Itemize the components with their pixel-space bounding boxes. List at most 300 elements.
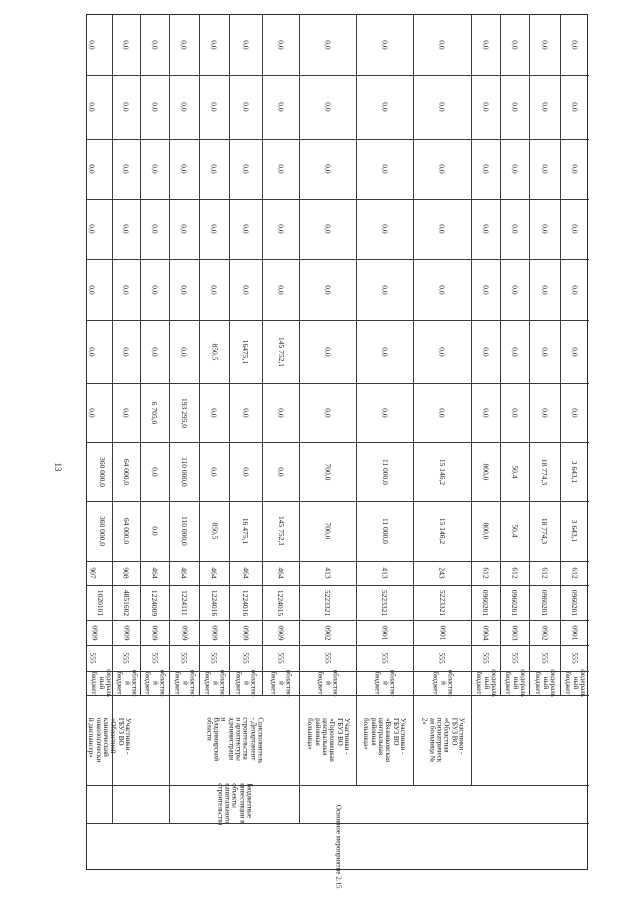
table-rule-horizontal xyxy=(87,442,589,443)
table-cell-value-v3-text: 0,0 xyxy=(323,407,333,418)
table-cell-value-v5-text: 0,0 xyxy=(380,284,390,295)
table-cell-value-v5 xyxy=(169,259,199,320)
table-cell-value-csr xyxy=(356,585,413,620)
table-cell-value-rz-text: 0901 xyxy=(380,625,390,640)
table-cell-value-v8 xyxy=(229,75,262,139)
table-cell-executor-text: Участники - ГБУЗ ВО «Гороховецкая центральная районная больница» xyxy=(305,718,351,762)
table-cell-value-v1 xyxy=(229,501,262,561)
table-cell-value-v8-text: 0,0 xyxy=(570,102,580,112)
table-rule-vertical xyxy=(500,15,501,695)
table-rule-horizontal xyxy=(87,75,589,76)
table-cell-source-source xyxy=(140,671,169,695)
table-cell-value-v6 xyxy=(500,199,529,259)
table-cell-value-csr xyxy=(560,585,589,620)
table-cell-value-vr xyxy=(112,561,140,585)
table-cell-value-v5 xyxy=(140,259,169,320)
table-cell-source-source-text: областно й бюджет xyxy=(234,669,258,697)
table-cell-value-v7 xyxy=(169,139,199,199)
table-cell-value-csr-text: 1224111 xyxy=(179,589,189,616)
table-cell-value-v8 xyxy=(413,75,471,139)
table-cell-value-rz xyxy=(529,620,560,645)
table-cell-value-v9 xyxy=(199,15,229,75)
table-cell-value-vr-text: 612 xyxy=(570,567,580,579)
table-cell-value-v8-text: 0,0 xyxy=(121,102,131,112)
table-cell-value-v3-text: 0,0 xyxy=(437,407,447,418)
table-cell-source-source xyxy=(471,671,500,695)
table-cell-value-csr-text: 1224009 xyxy=(150,589,160,616)
table-cell-value-v5 xyxy=(500,259,529,320)
table-cell-value-v3-text: 0,0 xyxy=(570,407,580,418)
table-rule-vertical xyxy=(229,15,230,695)
table-cell-value-v5-text: 0,0 xyxy=(570,284,580,295)
table-cell-value-v3 xyxy=(112,383,140,442)
table-cell-value-rz xyxy=(169,620,199,645)
table-cell-value-csr-text: 5223321 xyxy=(437,589,447,616)
table-cell-value-v9-text: 0,0 xyxy=(276,40,286,50)
table-cell-value-v2-text: 11 000,0 xyxy=(380,458,390,485)
table-cell-value-v2-text: 110 000,0 xyxy=(179,456,189,487)
table-cell-value-v7 xyxy=(413,139,471,199)
table-cell-value-rz-text: 0902 xyxy=(540,625,550,640)
table-cell-value-v6-text: 0,0 xyxy=(510,224,520,234)
table-section-label-text: Основное мероприятие 2.15 xyxy=(334,805,343,889)
table-cell-executor xyxy=(299,695,356,785)
table-cell-value-v4-text: 0,0 xyxy=(570,346,580,357)
table-rule-horizontal xyxy=(87,259,589,260)
table-cell-value-grbs-text: 555 xyxy=(179,652,189,664)
table-cell-value-v8-text: 0,0 xyxy=(540,102,550,112)
table-cell-value-rz xyxy=(299,620,356,645)
table-cell-value-csr-text: 0960201 xyxy=(481,589,491,616)
table-cell-value-grbs-text: 555 xyxy=(540,652,550,664)
table-cell-value-vr-text: 464 xyxy=(276,567,286,579)
table-cell-value-v2-text: 800,0 xyxy=(481,463,491,480)
table-cell-value-v3-text: 0,0 xyxy=(380,407,390,418)
table-cell-value-csr xyxy=(140,585,169,620)
table-cell-value-v4-text: 0,0 xyxy=(510,346,520,357)
table-cell-value-rz xyxy=(112,620,140,645)
table-cell-value-vr-text: 612 xyxy=(510,567,520,579)
table-cell-value-v9 xyxy=(299,15,356,75)
table-cell-value-vr xyxy=(471,561,500,585)
table-cell-value-v1-text: 360 000,0 xyxy=(97,516,107,546)
table-rule-horizontal xyxy=(87,383,589,384)
table-cell-value-rz-text: 0909 xyxy=(276,625,286,640)
table-cell-value-csr xyxy=(169,585,199,620)
table-cell-value-v6-text: 0,0 xyxy=(179,224,189,234)
table-cell-value-v8 xyxy=(169,75,199,139)
table-cell-value-v4 xyxy=(199,320,229,383)
table-rule-horizontal xyxy=(87,671,589,672)
table-cell-value-v9 xyxy=(112,15,140,75)
table-cell-value-csr xyxy=(112,585,140,620)
table-cell-value-v7-text: 0,0 xyxy=(179,164,189,174)
table-rule-horizontal xyxy=(87,785,589,786)
table-cell-value-v5-text: 0,0 xyxy=(437,284,447,295)
table-cell-value-v5-text: 0,0 xyxy=(510,284,520,295)
table-cell-value-v8 xyxy=(199,75,229,139)
table-cell-value-rz xyxy=(199,620,229,645)
table-cell-value-v9 xyxy=(471,15,500,75)
table-rule-horizontal xyxy=(87,501,589,502)
table-cell-value-v7 xyxy=(500,139,529,199)
table-cell-value-grbs-text: 555 xyxy=(481,652,491,664)
table-cell-value-v3 xyxy=(356,383,413,442)
table-cell-value-rz-text: 0901 xyxy=(570,625,580,640)
table-cell-value-v9-text: 0,0 xyxy=(87,40,97,50)
table-cell-value-csr-text: 1224016 xyxy=(241,589,251,616)
table-cell-value-v2 xyxy=(299,442,356,501)
table-cell-value-v5-text: 0,0 xyxy=(276,284,286,295)
table-cell-value-rz-text: 0909 xyxy=(241,625,251,640)
table-cell-value-v6-text: 0,0 xyxy=(121,224,131,234)
table-cell-value-csr xyxy=(229,585,262,620)
table-cell-value-csr-text: 4851602 xyxy=(121,589,131,616)
table-cell-value-v8 xyxy=(299,75,356,139)
table-cell-value-v2 xyxy=(500,442,529,501)
table-cell-value-v2-text: 3 643,1 xyxy=(570,460,580,483)
table-cell-value-v3-text: 0,0 xyxy=(121,407,131,418)
table-cell-value-v1-text: 0,0 xyxy=(150,526,160,536)
table-cell-value-rz xyxy=(471,620,500,645)
table-cell-value-v5 xyxy=(529,259,560,320)
table-cell-value-v5 xyxy=(262,259,299,320)
table-cell-value-v5-text: 0,0 xyxy=(179,284,189,295)
table-cell-value-v6 xyxy=(560,199,589,259)
table-cell-value-v1-text: 800,0 xyxy=(481,522,491,540)
table-cell-value-vr xyxy=(413,561,471,585)
table-cell-value-v4 xyxy=(87,320,96,383)
table-cell-value-v8-text: 0,0 xyxy=(179,102,189,112)
table-rule-vertical xyxy=(299,15,300,785)
table-cell-source-source xyxy=(356,671,413,695)
table-cell-value-v9 xyxy=(529,15,560,75)
table-cell-source-source-text: областно й бюджет xyxy=(173,669,197,697)
table-cell-value-v5 xyxy=(199,259,229,320)
table-cell-value-grbs xyxy=(87,645,98,671)
table-cell-value-csr xyxy=(87,585,113,620)
table-cell-value-vr xyxy=(299,561,356,585)
table-cell-source-source-text: федераль ный бюджет xyxy=(563,669,587,697)
table-cell-value-v3 xyxy=(413,383,471,442)
table-cell-value-v8 xyxy=(87,75,96,139)
table-cell-source-source-text: федераль ный бюджет xyxy=(474,669,498,697)
table-cell-value-v7-text: 0,0 xyxy=(540,164,550,174)
table-cell-value-v2-text: 64 000,0 xyxy=(121,458,131,485)
table-cell-value-v4 xyxy=(299,320,356,383)
table-cell-value-v7 xyxy=(112,139,140,199)
table-cell-value-v6 xyxy=(413,199,471,259)
table-cell-value-v6 xyxy=(140,199,169,259)
table-cell-value-vr xyxy=(560,561,589,585)
table-cell-value-v9-text: 0,0 xyxy=(510,40,520,50)
table-cell-value-v5 xyxy=(560,259,589,320)
table-cell-value-v6-text: 0,0 xyxy=(481,224,491,234)
table-cell-value-v8-text: 0,0 xyxy=(87,102,97,112)
table-cell-source-source xyxy=(413,671,471,695)
table-rule-vertical xyxy=(169,785,170,823)
table-rule-vertical xyxy=(140,15,141,695)
table-cell-value-v9-text: 0,0 xyxy=(437,40,447,50)
table-cell-value-v1-text: 18 774,3 xyxy=(540,517,550,545)
table-cell-value-v9 xyxy=(356,15,413,75)
table-cell-value-v8-text: 0,0 xyxy=(209,102,219,112)
table-rule-horizontal xyxy=(87,823,589,824)
table-cell-value-v7-text: 0,0 xyxy=(570,164,580,174)
page-number: 13 xyxy=(53,462,63,472)
table-cell-value-rz-text: 0909 xyxy=(150,625,160,640)
table-cell-value-v5 xyxy=(112,259,140,320)
table-cell-value-v5 xyxy=(356,259,413,320)
table-cell-value-grbs-text: 555 xyxy=(121,652,131,664)
table-cell-value-grbs xyxy=(299,645,356,671)
table-cell-value-v8 xyxy=(529,75,560,139)
table-cell-source-source-text: областно й бюджет xyxy=(143,669,167,697)
table-cell-value-v4-text: 0,0 xyxy=(437,346,447,357)
table-cell-value-vr-text: 413 xyxy=(323,567,333,579)
table-cell-value-csr-text: 5223321 xyxy=(380,589,390,616)
table-cell-value-v3 xyxy=(500,383,529,442)
table-cell-value-vr xyxy=(169,561,199,585)
table-cell-value-v4-text: 0,0 xyxy=(380,346,390,357)
table-cell-value-v8-text: 0,0 xyxy=(323,102,333,112)
table-cell-source-source-text: областно й бюджет xyxy=(316,669,340,697)
table-cell-source-source-text: федераль ный бюджет xyxy=(503,669,527,697)
table-cell-value-v3 xyxy=(529,383,560,442)
table-cell-value-vr-text: 612 xyxy=(540,567,550,579)
table-cell-value-v3 xyxy=(560,383,589,442)
table-cell-value-vr xyxy=(356,561,413,585)
table-cell-value-v3-text: 0,0 xyxy=(540,407,550,418)
table-rule-horizontal xyxy=(87,199,589,200)
table-cell-value-v7 xyxy=(87,139,96,199)
table-rule-vertical xyxy=(199,15,200,695)
table-cell-value-csr xyxy=(299,585,356,620)
table-cell-value-v6 xyxy=(356,199,413,259)
table-cell-value-vr xyxy=(262,561,299,585)
table-cell-value-v7 xyxy=(140,139,169,199)
table-cell-value-v5-text: 0,0 xyxy=(323,284,333,295)
table-cell-value-v2 xyxy=(262,442,299,501)
table-cell-value-csr-text: 1224016 xyxy=(209,589,219,616)
table-cell-value-v4 xyxy=(413,320,471,383)
table-cell-value-v4 xyxy=(471,320,500,383)
table-cell-value-v5-text: 0,0 xyxy=(481,284,491,295)
table-cell-value-vr-text: 464 xyxy=(209,567,219,579)
table-cell-value-v8-text: 0,0 xyxy=(437,102,447,112)
table-cell-value-vr-text: 908 xyxy=(121,567,131,579)
table-section-label xyxy=(87,805,589,889)
table-cell-value-grbs-text: 555 xyxy=(276,652,286,664)
table-cell-value-v8-text: 0,0 xyxy=(276,102,286,112)
table-cell-value-v2 xyxy=(229,442,262,501)
table-cell-source-source xyxy=(262,671,299,695)
table-cell-value-v4-text: 0,0 xyxy=(87,346,97,357)
table-cell-value-v4-text: 0,0 xyxy=(540,346,550,357)
table-cell-value-v9-text: 0,0 xyxy=(121,40,131,50)
table-cell-value-v3 xyxy=(229,383,262,442)
table-cell-value-v2 xyxy=(199,442,229,501)
table-cell-source-source-text: областно й бюджет xyxy=(373,669,397,697)
table-cell-value-v1-text: 11 000,0 xyxy=(380,518,390,544)
table-cell-value-vr xyxy=(140,561,169,585)
table-cell-value-v4-text: 145 752,1 xyxy=(276,336,286,367)
table-cell-value-v7 xyxy=(262,139,299,199)
table-cell-value-v9-text: 0,0 xyxy=(209,40,219,50)
table-cell-value-grbs-text: 555 xyxy=(380,652,390,664)
table-cell-value-v6 xyxy=(169,199,199,259)
table-cell-value-v4-text: 0,0 xyxy=(323,346,333,357)
table-cell-value-vr xyxy=(529,561,560,585)
table-cell-value-v9-text: 0,0 xyxy=(323,40,333,50)
table-cell-value-v1-text: 110 000,0 xyxy=(179,516,189,546)
table-cell-value-csr-text: 1020101 xyxy=(96,589,106,616)
table-cell-value-v1 xyxy=(299,501,356,561)
table-cell-value-v7-text: 0,0 xyxy=(276,164,286,174)
table-cell-value-csr-text: 0960201 xyxy=(510,589,520,616)
table-cell-value-v9-text: 0,0 xyxy=(380,40,390,50)
table-cell-value-v6 xyxy=(471,199,500,259)
table-cell-value-v9-text: 0,0 xyxy=(540,40,550,50)
table-cell-value-v6 xyxy=(262,199,299,259)
table-cell-value-v3 xyxy=(140,383,169,442)
table-cell-value-v9-text: 0,0 xyxy=(570,40,580,50)
table-cell-value-vr-text: 612 xyxy=(481,567,491,579)
table-rule-horizontal xyxy=(87,561,589,562)
table-cell-value-v4-text: 0,0 xyxy=(179,346,189,357)
table-cell-source-source xyxy=(299,671,356,695)
table-cell-value-v3-text: 0,0 xyxy=(510,407,520,418)
table-cell-value-v4 xyxy=(169,320,199,383)
table-cell-value-v4-text: 0,0 xyxy=(481,346,491,357)
table-cell-value-rz xyxy=(356,620,413,645)
table-cell-source-source-text: областно й бюджет xyxy=(269,669,293,697)
table-cell-value-v3 xyxy=(87,383,96,442)
table-cell-value-v1-text: 15 146,2 xyxy=(437,517,447,545)
table-cell-value-grbs xyxy=(169,645,199,671)
table-cell-value-v9-text: 0,0 xyxy=(179,40,189,50)
table-cell-value-v3-text: 0,0 xyxy=(481,407,491,418)
table-cell-value-v6-text: 0,0 xyxy=(323,224,333,234)
table-cell-value-v5-text: 0,0 xyxy=(87,284,97,295)
table-cell-source-source xyxy=(199,671,229,695)
table-cell-value-v7-text: 0,0 xyxy=(380,164,390,174)
table-cell-value-v2-text: 360 000,0 xyxy=(97,456,107,487)
table-cell-program-text: Бюджетные инвестиции в объекты капитального строительства xyxy=(215,782,254,826)
table-cell-value-v4-text: 850,5 xyxy=(209,343,219,360)
table-cell-value-v6 xyxy=(112,199,140,259)
table-cell-source-source-text: областно й бюджет xyxy=(431,669,455,697)
table-cell-value-rz-text: 0909 xyxy=(179,625,189,640)
table-cell-value-v6-text: 0,0 xyxy=(276,224,286,234)
table-cell-value-v2 xyxy=(560,442,589,501)
table-cell-value-v9 xyxy=(169,15,199,75)
table-cell-value-csr xyxy=(529,585,560,620)
table-cell-value-v4-text: 16475,1 xyxy=(241,339,251,364)
table-cell-source-source-text: областно й бюджет xyxy=(203,669,227,697)
table-cell-value-vr xyxy=(229,561,262,585)
table-cell-value-v7-text: 0,0 xyxy=(323,164,333,174)
table-rule-horizontal xyxy=(87,695,589,696)
table-cell-value-v9 xyxy=(413,15,471,75)
table-cell-value-grbs xyxy=(471,645,500,671)
table-cell-value-v8 xyxy=(471,75,500,139)
table-cell-value-grbs xyxy=(529,645,560,671)
table-cell-value-v7 xyxy=(529,139,560,199)
table-cell-value-v2-text: 15 146,2 xyxy=(437,458,447,485)
table-cell-value-v6-text: 0,0 xyxy=(150,224,160,234)
table-cell-value-rz-text: 0909 xyxy=(209,625,219,640)
table-cell-value-grbs xyxy=(229,645,262,671)
table-cell-value-rz xyxy=(413,620,471,645)
table-cell-value-v2 xyxy=(529,442,560,501)
table-cell-value-v3-text: 0,0 xyxy=(241,407,251,418)
table-rule-horizontal xyxy=(87,645,589,646)
table-cell-value-v2 xyxy=(169,442,199,501)
table-cell-value-grbs-text: 555 xyxy=(241,652,251,664)
table-rule-vertical xyxy=(169,15,170,785)
table-rule-vertical xyxy=(413,15,414,785)
table-cell-value-csr xyxy=(471,585,500,620)
table-cell-value-v7 xyxy=(299,139,356,199)
table-cell-value-v6 xyxy=(299,199,356,259)
table-cell-value-grbs-text: 555 xyxy=(209,652,219,664)
table-cell-value-v5-text: 0,0 xyxy=(540,284,550,295)
table-cell-value-v6-text: 0,0 xyxy=(380,224,390,234)
table-cell-value-v7-text: 0,0 xyxy=(481,164,491,174)
table-rule-vertical xyxy=(471,15,472,785)
table-cell-source-source-text: федераль ный бюджет xyxy=(533,669,557,697)
table-cell-value-v3 xyxy=(262,383,299,442)
table-cell-value-v8-text: 0,0 xyxy=(241,102,251,112)
table-cell-value-v1 xyxy=(413,501,471,561)
table-cell-value-v9-text: 0,0 xyxy=(481,40,491,50)
table-cell-source-source-text: федераль ный бюджет xyxy=(90,669,113,697)
table-cell-value-v4 xyxy=(112,320,140,383)
table-cell-value-v7 xyxy=(356,139,413,199)
table-cell-value-v3-text: 0,0 xyxy=(209,407,219,418)
table-rule-vertical xyxy=(112,15,113,823)
table-cell-value-v8-text: 0,0 xyxy=(510,102,520,112)
table-cell-value-grbs-text: 555 xyxy=(323,652,333,664)
table-cell-value-v1 xyxy=(356,501,413,561)
table-cell-value-rz xyxy=(87,620,102,645)
table-cell-source-source xyxy=(229,671,262,695)
table-cell-value-v8 xyxy=(140,75,169,139)
table-cell-value-v2-text: 0,0 xyxy=(209,466,219,477)
table-cell-value-v6-text: 0,0 xyxy=(241,224,251,234)
table-cell-value-v5-text: 0,0 xyxy=(241,284,251,295)
table-cell-source-source xyxy=(529,671,560,695)
table-cell-value-rz xyxy=(140,620,169,645)
table-cell-value-v7 xyxy=(471,139,500,199)
table-cell-value-rz xyxy=(229,620,262,645)
table-cell-value-v3 xyxy=(199,383,229,442)
table-cell-value-grbs xyxy=(262,645,299,671)
table-cell-value-grbs xyxy=(500,645,529,671)
table-cell-value-csr-text: 5223321 xyxy=(323,589,333,616)
table-cell-value-v1 xyxy=(199,501,229,561)
table-rule-horizontal xyxy=(87,139,589,140)
table-cell-executor-text: Соисполнитель - Департамент строительства и архитектуры администраци и Владимирской области xyxy=(204,716,265,764)
table-cell-value-grbs xyxy=(560,645,589,671)
table-cell-value-v6-text: 0,0 xyxy=(87,224,97,234)
table-cell-value-v8 xyxy=(500,75,529,139)
table-rule-vertical xyxy=(529,15,530,695)
table-cell-value-v2-text: 0,0 xyxy=(276,466,286,477)
table-cell-value-v2 xyxy=(471,442,500,501)
table-cell-value-v9 xyxy=(560,15,589,75)
